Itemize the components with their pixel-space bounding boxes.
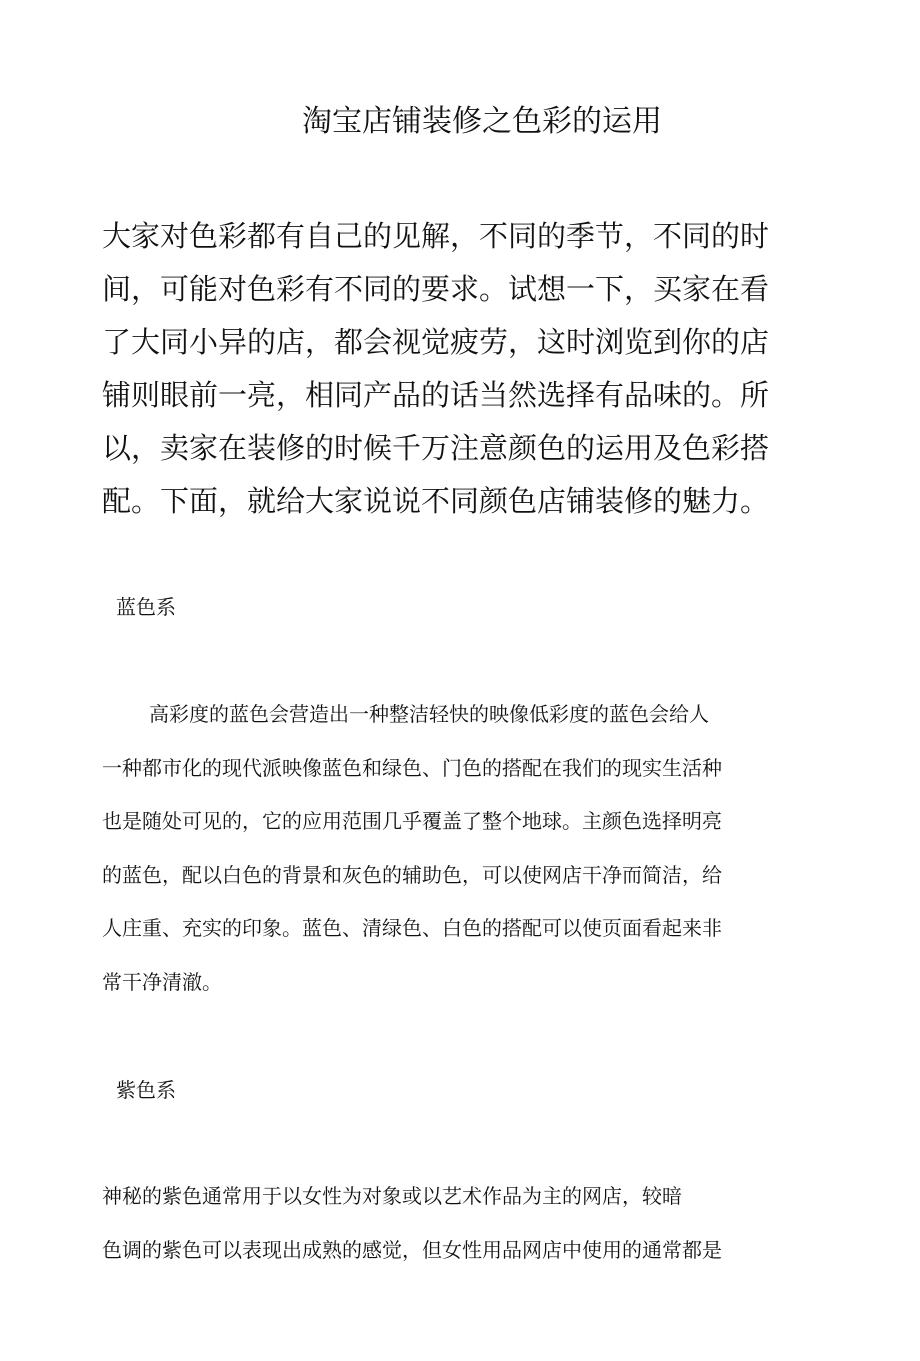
body-line: 神秘的紫色通常用于以女性为对象或以艺术作品为主的网店，较暗: [102, 1184, 682, 1208]
intro-line: 间，可能对色彩有不同的要求。试想一下，买家在看: [102, 272, 770, 306]
body-line: 也是随处可见的，它的应用范围几乎覆盖了整个地球。主颜色选择明亮: [102, 809, 722, 833]
document-title: 淘宝店铺装修之色彩的运用: [302, 104, 662, 139]
intro-line: 以，卖家在装修的时候千万注意颜色的运用及色彩搭: [102, 431, 770, 465]
body-line: 高彩度的蓝色会营造出一种整洁轻快的映像低彩度的蓝色会给人: [149, 702, 709, 726]
intro-paragraph: [102, 210, 802, 528]
intro-line: 铺则眼前一亮，相同产品的话当然选择有品味的。所: [102, 378, 770, 412]
intro-line: 配。下面，就给大家说说不同颜色店铺装修的魅力。: [102, 484, 770, 518]
body-line: 一种都市化的现代派映像蓝色和绿色、门色的搭配在我们的现实生活种: [102, 755, 722, 780]
section-heading-purple: 紫色系: [116, 1078, 176, 1102]
body-line: 色调的紫色可以表现出成熟的感觉，但女性用品网店中使用的通常都是: [102, 1237, 722, 1262]
body-line: 的蓝色，配以白色的背景和灰色的辅助色，可以使网店干净而简洁，给: [102, 862, 722, 887]
section-body-blue: [102, 688, 802, 1009]
section-body-purple: [102, 1170, 802, 1277]
intro-line: 了大同小异的店，都会视觉疲劳，这时浏览到你的店: [102, 325, 770, 359]
section-heading-blue: 蓝色系: [116, 595, 176, 619]
body-line: 人庄重、充实的印象。蓝色、清绿色、白色的搭配可以使页面看起来非: [102, 916, 722, 940]
body-line: 常干净清澈。: [102, 969, 222, 994]
intro-line: 大家对色彩都有自己的见解，不同的季节，不同的时: [102, 219, 770, 253]
